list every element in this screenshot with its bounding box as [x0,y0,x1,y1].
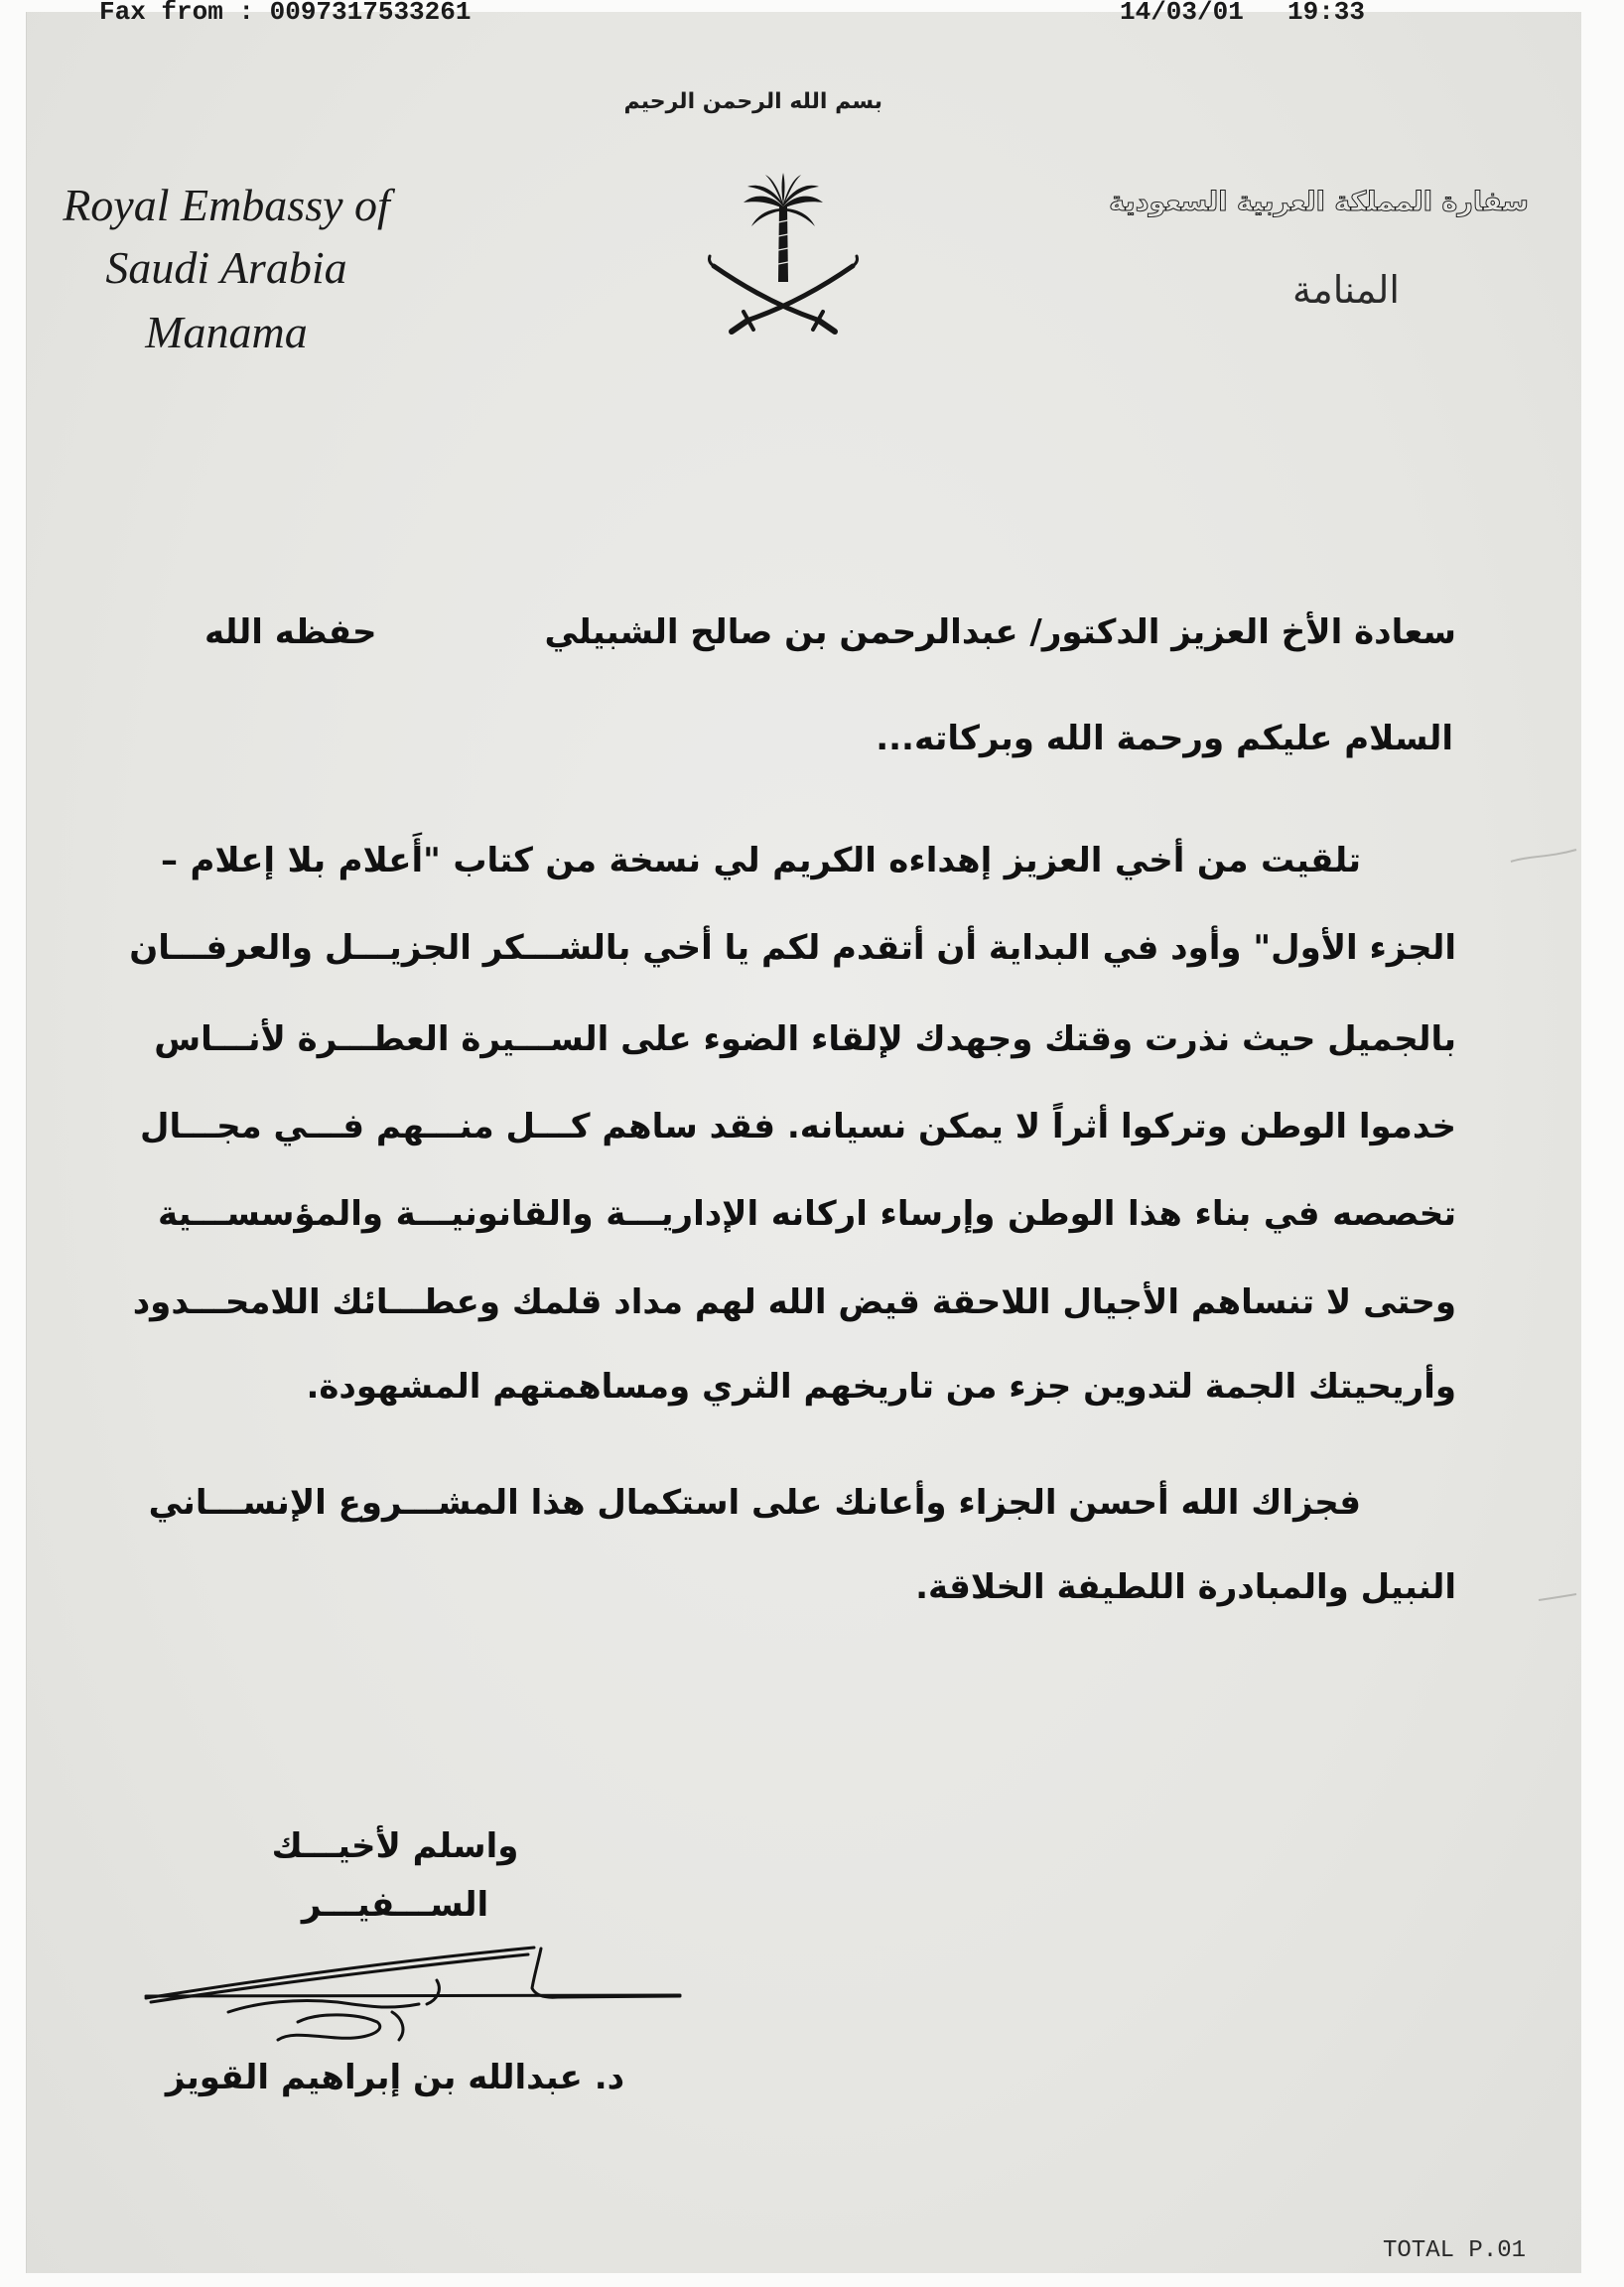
body-line: وأريحيتك الجمة لتدوين جزء من تاريخهم الثري ومساهمتهم المشهودة. [306,1367,1456,1407]
body-line: خدموا الوطن وتركوا أثراً لا يمكن نسيانه. فقد ساهم كـــل منـــهم فـــي مجـــال [139,1107,1456,1146]
body-line: فجزاك الله أحسن الجزاء وأعانك على استكمال هذا المشـــروع الإنســـاني [148,1483,1361,1523]
embassy-name-line2: Saudi Arabia [105,242,347,293]
body-line: تلقيت من أخي العزيز إهداءه الكريم لي نسخة من كتاب "أَعلام بلا إعلام – [161,841,1361,880]
closing-line: واسلم لأخيـــك [271,1826,519,1866]
fax-page-total: TOTAL P.01 [1383,2237,1527,2264]
fax-date: 14/03/01 [1120,0,1244,27]
fax-header [0,0,1624,30]
honorific: حفظه الله [204,612,377,652]
palm-tree-crossed-swords-icon [704,171,863,339]
embassy-city: Manama [145,307,308,357]
fax-time: 19:33 [1287,0,1366,27]
signatory-title: الســـفيـــر [301,1885,489,1925]
embassy-name-arabic: سفارة المملكة العربية السعودية [1109,187,1529,217]
body-line: الجزء الأول" وأود في البداية أن أتقدم لكم يا أخي بالشـــكر الجزيـــل والعرفـــان [129,928,1456,968]
fax-from: Fax from : 0097317533261 [99,0,472,27]
body-line: النبيل والمبادرة اللطيفة الخلاقة. [915,1567,1456,1607]
greeting-line: السلام عليكم ورحمة الله وبركاته... [876,719,1453,758]
body-line: تخصصه في بناء هذا الوطن وإرساء اركانه الإداريـــة والقانونيـــة والمؤسســـية [158,1194,1456,1234]
embassy-city-arabic: المنامة [1292,268,1400,312]
body-line: وحتى لا تنساهم الأجيال اللاحقة قيض الله لهم مداد قلمك وعطـــائك اللامحـــدود [132,1282,1456,1322]
basmala: بسم الله الرحمن الرحيم [623,89,882,114]
handwritten-signature [139,1941,685,2045]
paper-fold-mark [1509,844,1578,874]
body-line: بالجميل حيث نذرت وقتك وجهدك لإلقاء الضوء على الســـيرة العطـــرة لأنـــاس [154,1019,1456,1059]
addressee-line: سعادة الأخ العزيز الدكتور/ عبدالرحمن بن صالح الشبيلي [544,612,1456,652]
paper-fold-mark [1509,1584,1578,1614]
embassy-name-line1: Royal Embassy of [63,180,390,230]
signatory-name: د. عبدالله بن إبراهيم القويز [165,2058,625,2097]
